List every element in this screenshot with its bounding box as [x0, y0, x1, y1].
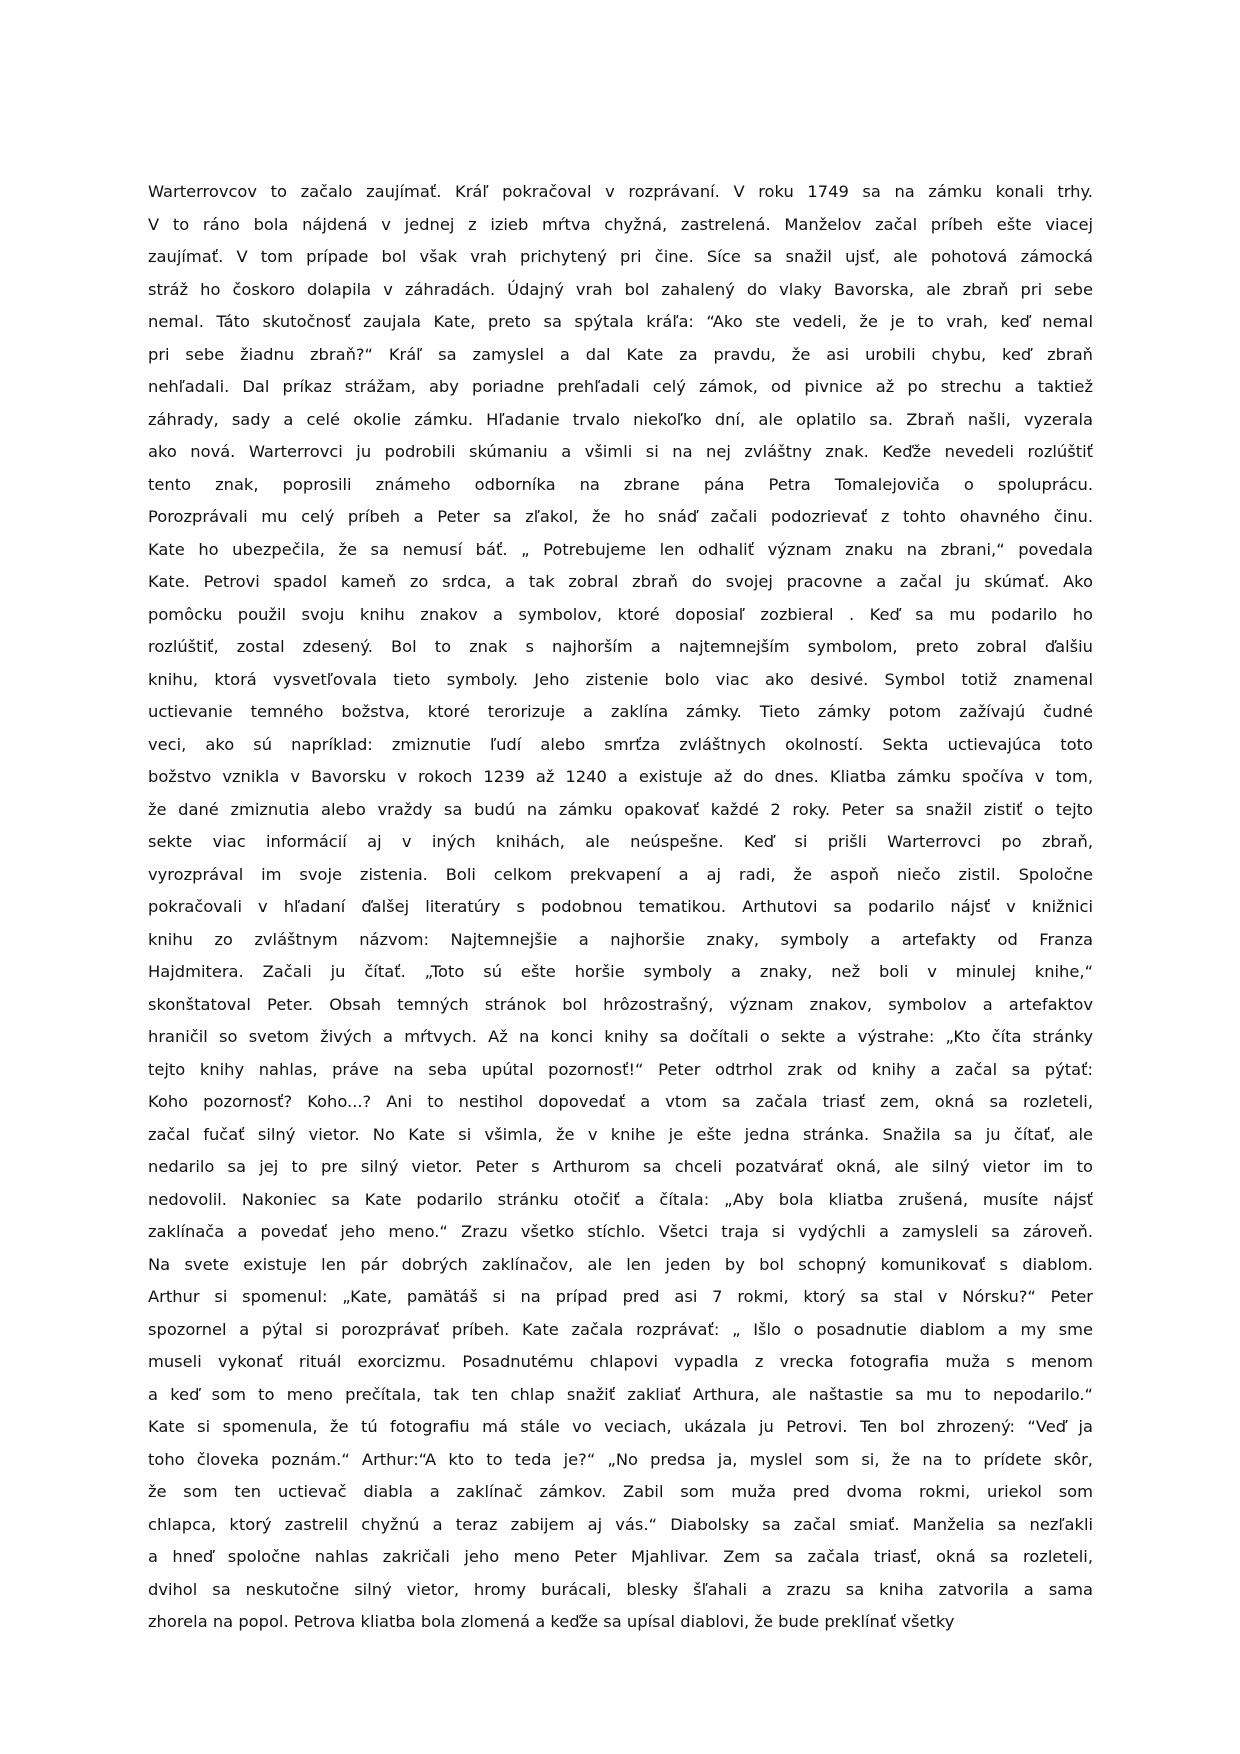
document-body	[148, 176, 1093, 1639]
text-line: nedarilo sa jej to pre silný vietor. Peter s Arthurom sa chceli pozatvárať okná, ale silný vietor im to	[148, 1157, 1093, 1176]
text-line: Koho pozornosť? Koho...? Ani to nestihol dopovedať a vtom sa začala triasť zem, okná sa rozleteli,	[148, 1092, 1093, 1111]
text-line: tento znak, poprosili známeho odborníka na zbrane pána Petra Tomalejoviča o spoluprácu.	[148, 474, 1093, 494]
text-line: pokračovali v hľadaní ďalšej literatúry s podobnou tematikou. Arthutovi sa podarilo nájsť v knižnici	[148, 897, 1093, 916]
text-line: hraničil so svetom živých a mŕtvych. Až na konci knihy sa dočítali o sekte a výstrahe: „Kto číta stránky	[148, 1027, 1093, 1046]
text-line: knihu, ktorá vysvetľovala tieto symboly. Jeho zistenie bolo viac ako desivé. Symbol totiž znamenal	[148, 669, 1093, 689]
text-line: nemal. Táto skutočnosť zaujala Kate, preto sa spýtala kráľa: “Ako ste vedeli, že je to vrah, keď nemal	[148, 312, 1093, 331]
text-line: V to ráno bola nájdená v jednej z izieb mŕtva chyžná, zastrelená. Manželov začal príbeh ešte viacej	[148, 214, 1093, 234]
text-line: nehľadali. Dal príkaz strážam, aby poriadne prehľadali celý zámok, od pivnice až po strechu a taktiež	[148, 377, 1093, 396]
text-line: vyrozprával im svoje zistenia. Boli celkom prekvapení a aj radi, že aspoň niečo zistil. Spoločne	[148, 864, 1093, 884]
text-line: záhrady, sady a celé okolie zámku. Hľadanie trvalo niekoľko dní, ale oplatilo sa. Zbraň našli, vyzerala	[148, 409, 1093, 429]
text-line: že som ten uctievač diabla a zaklínač zámkov. Zabil som muža pred dvoma rokmi, uriekol som	[148, 1482, 1093, 1501]
text-line: pri sebe žiadnu zbraň?“ Kráľ sa zamyslel a dal Kate za pravdu, že asi urobili chybu, keď zbraň	[148, 344, 1093, 364]
text-line: a keď som to meno prečítala, tak ten chlap snažiť zakliať Arthura, ale naštastie sa mu to nepodarilo.“	[148, 1384, 1093, 1404]
text-line: pomôcku použil svoju knihu znakov a symbolov, ktoré doposiaľ zozbieral . Keď sa mu podarilo ho	[148, 604, 1093, 624]
text-line: Kate. Petrovi spadol kameň zo srdca, a tak zobral zbraň do svojej pracovne a začal ju skúmať. Ako	[148, 572, 1093, 591]
text-line: veci, ako sú napríklad: zmiznutie ľudí alebo smrťza zvláštnych okolností. Sekta uctievajúca toto	[148, 734, 1093, 754]
text-line: ako nová. Warterrovci ju podrobili skúmaniu a všimli si na nej zvláštny znak. Keďže nevedeli rozlúštiť	[148, 442, 1093, 461]
text-line: nedovolil. Nakoniec sa Kate podarilo stránku otočiť a čítala: „Aby bola kliatba zrušená, musíte nájsť	[148, 1189, 1093, 1209]
text-line: zhorela na popol. Petrova kliatba bola zlomená a keďže sa upísal diablovi, že bude preklínať všetky	[148, 1612, 955, 1631]
text-line: Kate ho ubezpečila, že sa nemusí báť. „ Potrebujeme len odhaliť význam znaku na zbrani,“ povedala	[148, 539, 1093, 559]
text-line: skonštatoval Peter. Obsah temných stránok bol hrôzostrašný, význam znakov, symbolov a artefaktov	[148, 994, 1093, 1014]
text-line: chlapca, ktorý zastrelil chyžnú a teraz zabijem aj vás.“ Diabolsky sa začal smiať. Manželia sa nezľakli	[148, 1514, 1093, 1534]
text-line: a hneď spoločne nahlas zakričali jeho meno Peter Mjahlivar. Zem sa začala triasť, okná sa rozleteli,	[148, 1547, 1093, 1566]
text-line: Kate si spomenula, že tú fotografiu má stále vo veciach, ukázala ju Petrovi. Ten bol zhrozený: “Veď ja	[148, 1417, 1093, 1436]
text-line: zaujímať. V tom prípade bol však vrah prichytený pri čine. Síce sa snažil ujsť, ale pohotová zámocká	[148, 247, 1093, 266]
text-line: spozornel a pýtal si porozprávať príbeh. Kate začala rozprávať: „ Išlo o posadnutie diablom a my sme	[148, 1319, 1093, 1339]
text-line: sekte viac informácií aj v iných knihách, ale neúspešne. Keď si prišli Warterrovci po zbraň,	[148, 832, 1093, 851]
text-line: Warterrovcov to začalo zaujímať. Kráľ pokračoval v rozprávaní. V roku 1749 sa na zámku konali trhy.	[148, 182, 1093, 201]
text-line: toho človeka poznám.“ Arthur:“A kto to teda je?“ „No predsa ja, myslel som si, že na to prídete skôr,	[148, 1449, 1093, 1469]
text-line: začal fučať silný vietor. No Kate si všimla, že v knihe je ešte jedna stránka. Snažila sa ju čítať, ale	[148, 1124, 1093, 1144]
text-line: Arthur si spomenul: „Kate, pamätáš si na prípad pred asi 7 rokmi, ktorý sa stal v Nórsku?“ Peter	[148, 1287, 1093, 1306]
text-line: dvihol sa neskutočne silný vietor, hromy burácali, blesky šľahali a zrazu sa kniha zatvorila a sama	[148, 1579, 1093, 1599]
text-line: rozlúštiť, zostal zdesený. Bol to znak s najhorším a najtemnejším symbolom, preto zobral ďalšiu	[148, 637, 1093, 656]
text-line: knihu zo zvláštnym názvom: Najtemnejšie a najhoršie znaky, symboly a artefakty od Franza	[148, 929, 1093, 949]
text-line: Porozprávali mu celý príbeh a Peter sa zľakol, že ho snáď začali podozrievať z tohto ohavného činu.	[148, 507, 1093, 526]
text-line: museli vykonať rituál exorcizmu. Posadnutému chlapovi vypadla z vrecka fotografia muža s menom	[148, 1352, 1093, 1371]
text-line: uctievanie temného božstva, ktoré terorizuje a zaklína zámky. Tieto zámky potom zažívajú čudné	[148, 702, 1093, 721]
text-line: Hajdmitera. Začali ju čítať. „Toto sú ešte horšie symboly a znaky, než boli v minulej knihe,“	[148, 962, 1093, 981]
text-line: Na svete existuje len pár dobrých zaklínačov, ale len jeden by bol schopný komunikovať s diablom.	[148, 1254, 1093, 1274]
text-line: že dané zmiznutia alebo vraždy sa budú na zámku opakovať každé 2 roky. Peter sa snažil zistiť o tejto	[148, 799, 1093, 819]
text-line: tejto knihy nahlas, práve na seba upútal pozornosť!“ Peter odtrhol zrak od knihy a začal sa pýtať:	[148, 1059, 1093, 1079]
text-line: božstvo vznikla v Bavorsku v rokoch 1239 až 1240 a existuje až do dnes. Kliatba zámku spočíva v tom,	[148, 767, 1093, 786]
text-line: zaklínača a povedať jeho meno.“ Zrazu všetko stíchlo. Všetci traja si vydýchli a zamysleli sa zároveň.	[148, 1222, 1093, 1241]
text-line: stráž ho čoskoro dolapila v záhradách. Údajný vrah bol zahalený do vlaky Bavorska, ale zbraň pri sebe	[148, 279, 1093, 299]
